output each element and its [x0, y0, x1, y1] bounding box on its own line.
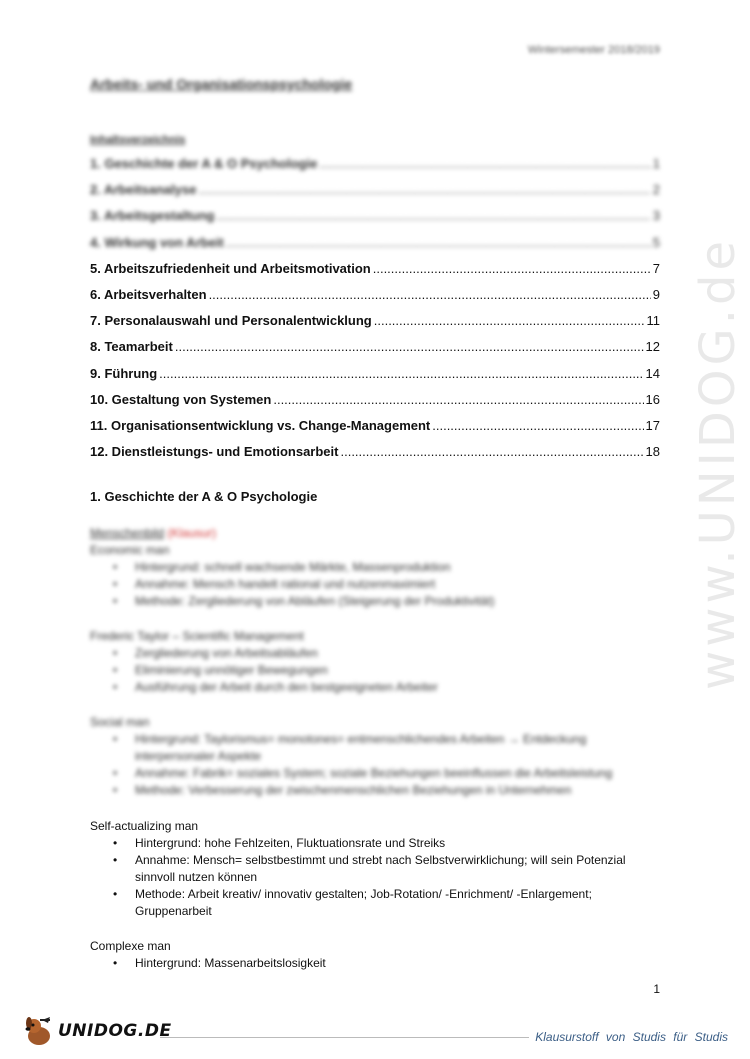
toc-entry[interactable]: [90, 208, 660, 234]
toc-entry[interactable]: [90, 392, 660, 418]
footer-tagline: Klausurstoff von Studis für Studis: [529, 1030, 728, 1044]
toc-leader-dots: [340, 444, 643, 459]
toc-entry[interactable]: [90, 313, 660, 339]
content-group-complexe: [90, 938, 660, 972]
toc-leader-dots: [374, 313, 645, 328]
klausur-tag: (Klausur): [167, 526, 217, 540]
toc-entry-page: 17: [645, 417, 660, 433]
content-group-economic: [90, 525, 660, 610]
bullet-list: [90, 955, 660, 972]
subsection-title: [90, 525, 660, 542]
toc-entry[interactable]: [90, 261, 660, 287]
toc-entry-label: 11. Organisationsentwicklung vs. Change-Management: [90, 417, 431, 433]
toc-leader-dots: [373, 261, 651, 276]
content-group-social: [90, 714, 660, 799]
toc-leader-dots: [432, 418, 643, 433]
toc-entry-page: 7: [652, 260, 660, 276]
toc-heading: Inhaltsverzeichnis: [90, 134, 186, 146]
menschenbild-label: Menschenbild: [90, 526, 165, 540]
group-title: Complexe man: [90, 939, 171, 953]
section-heading: 1. Geschichte der A & O Psychologie: [90, 489, 318, 504]
list-item: • Zergliederung von Arbeitsabläufen: [135, 645, 660, 662]
toc-entry-page: 1: [652, 156, 660, 171]
list-item: • Methode: Zergliederung von Abläufen (Steigerung der Produktivität): [135, 593, 660, 610]
toc-leader-dots: [319, 156, 650, 171]
toc-entry-label: 6. Arbeitsverhalten: [90, 286, 207, 302]
toc-entry-label: 1. Geschichte der A & O Psychologie: [90, 156, 318, 171]
toc-entry-page: 5: [652, 234, 660, 250]
toc-entry-label: 8. Teamarbeit: [90, 339, 173, 355]
toc-entry-page: 18: [645, 444, 660, 460]
list-item: • Methode: Arbeit kreativ/ innovativ gestalten; Job-Rotation/ -Enrichment/ -Enlargement; Gruppenarbeit: [135, 886, 660, 920]
toc-entry-label: 12. Dienstleistungs- und Emotionsarbeit: [90, 444, 339, 460]
page-number: 1: [653, 982, 660, 996]
list-item: • Hintergrund: Massenarbeitslosigkeit: [135, 955, 660, 972]
toc-leader-dots: [273, 392, 643, 407]
toc-entry[interactable]: [90, 444, 660, 470]
brand-name: UNIDOG.DE: [58, 1021, 172, 1041]
toc-entry-page: 14: [645, 365, 660, 381]
semester-header: Wintersemester 2018/2019: [527, 44, 660, 56]
content-group-taylor: [90, 628, 660, 696]
toc-entry-label: 4. Wirkung von Arbeit: [90, 234, 224, 250]
toc-entry-page: 11: [646, 313, 660, 329]
toc-entry-label: 5. Arbeitszufriedenheit und Arbeitsmotivation: [90, 260, 371, 276]
bullet-list: [90, 645, 660, 696]
footer-logo[interactable]: [22, 1014, 172, 1048]
toc-leader-dots: [198, 182, 650, 197]
list-item: • Annahme: Mensch= selbstbestimmt und strebt nach Selbstverwirklichung; will sein Potenzial sinnvoll nutzen können: [135, 852, 660, 886]
toc-entry[interactable]: [90, 418, 660, 444]
toc-entry-page: 12: [645, 339, 660, 355]
group-title: Frederic Taylor – Scientific Management: [90, 629, 304, 643]
toc-entry-label: 2. Arbeitsanalyse: [90, 182, 197, 198]
toc-entry-label: 9. Führung: [90, 365, 158, 381]
list-item: • Ausführung der Arbeit durch den bestgeeigneten Arbeiter: [135, 679, 660, 696]
toc-entry-page: 9: [652, 286, 660, 302]
list-item: • Hintergrund: Taylorismus= monotones= entmenschlichendes Arbeiten → Entdeckung interpersonaler Aspekte: [135, 731, 660, 765]
toc-leader-dots: [159, 366, 643, 381]
toc-entry[interactable]: [90, 156, 660, 182]
list-item: • Eliminierung unnötiger Bewegungen: [135, 662, 660, 679]
content-group-self-actualizing: [90, 818, 660, 920]
toc-entry-page: 2: [652, 182, 660, 198]
list-item: • Annahme: Mensch handelt rational und nutzenmaximiert: [135, 576, 660, 593]
list-item: • Methode: Verbesserung der zwischenmenschlichen Beziehungen in Unternehmen: [135, 782, 660, 799]
toc-leader-dots: [226, 235, 651, 250]
list-item: • Hintergrund: hohe Fehlzeiten, Fluktuationsrate und Streiks: [135, 835, 660, 852]
toc-entry[interactable]: [90, 182, 660, 208]
toc-entry[interactable]: [90, 339, 660, 365]
group-title: Economic man: [90, 543, 170, 557]
toc-leader-dots: [175, 339, 644, 354]
list-item: • Annahme: Fabrik= soziales System; soziale Beziehungen beeinflussen die Arbeitsleistung: [135, 765, 660, 782]
toc-entry[interactable]: [90, 287, 660, 313]
toc-leader-dots: [209, 287, 651, 302]
toc-entry-page: 3: [652, 208, 660, 224]
group-title: Social man: [90, 715, 150, 729]
toc-entry[interactable]: [90, 235, 660, 261]
toc-entry-label: 3. Arbeitsgestaltung: [90, 208, 215, 224]
document-title: Arbeits- und Organisationspsychologie: [90, 76, 353, 92]
toc-entry-page: 16: [645, 391, 660, 407]
list-item: • Hintergrund: schnell wachsende Märkte, Massenproduktion: [135, 559, 660, 576]
watermark-text: www.UNIDOG.de: [690, 236, 746, 690]
dog-mascot-icon: [22, 1014, 56, 1048]
bullet-list: [90, 731, 660, 799]
bullet-list: [90, 835, 660, 920]
toc-entry-label: 10. Gestaltung von Systemen: [90, 391, 272, 407]
toc-entry-label: 7. Personalauswahl und Personalentwicklung: [90, 313, 372, 329]
toc-entry[interactable]: [90, 366, 660, 392]
group-title: Self-actualizing man: [90, 819, 199, 833]
bullet-list: [90, 559, 660, 610]
toc-leader-dots: [216, 208, 650, 223]
table-of-contents: [90, 156, 660, 470]
